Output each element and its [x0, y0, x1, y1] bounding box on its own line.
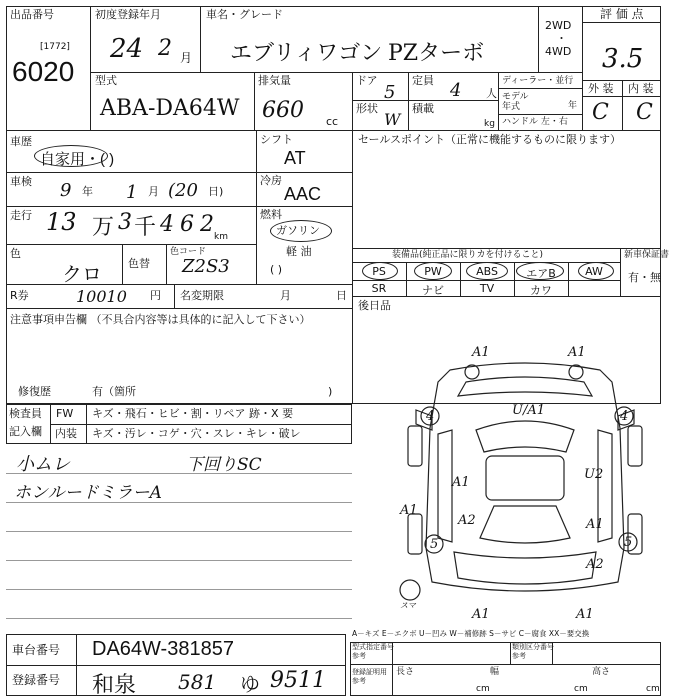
mark-left-rear: A2	[458, 513, 476, 528]
fw-text: キズ・飛石・ヒビ・割・リペア 跡・X 要	[92, 407, 294, 420]
equip-airbag: エアB	[526, 267, 556, 280]
mark-left-side: A1	[400, 503, 418, 518]
color-code: Z2S3	[182, 256, 230, 277]
interior-text: キズ・汚レ・コゲ・穴・スレ・キレ・破レ	[92, 427, 301, 440]
equip-tv: TV	[479, 282, 495, 295]
history-value: 自家用・( )	[40, 151, 115, 168]
mark-tire-fr: 4	[620, 409, 629, 424]
sales-point-label: セールスポイント（正常に機能するものに限ります）	[358, 133, 622, 146]
mark-tire-fl: 4	[426, 409, 435, 424]
warranty-value: 有・無	[628, 271, 661, 284]
model-code: ABA-DA64W	[100, 96, 240, 121]
color-value: クロ	[62, 262, 102, 286]
car-name: エブリィワゴン	[230, 41, 383, 66]
mark-right-rear: A1	[586, 517, 604, 532]
score-label: 評 価 点	[600, 7, 644, 21]
equip-pw: PW	[424, 265, 442, 278]
comment-1: 小ムレ	[16, 454, 70, 475]
reg-year-label: 初度登録年月	[95, 8, 161, 21]
lot-label: 出品番号	[10, 8, 54, 21]
comment-2: 下回りSC	[186, 455, 262, 475]
shape: W	[384, 110, 401, 129]
grade: PZターボ	[388, 41, 485, 66]
lot-number: 6020	[12, 56, 75, 87]
reg-month: 2	[158, 36, 172, 61]
reg-year: 24	[110, 34, 144, 64]
equip-sr: SR	[371, 282, 387, 295]
mark-front-left: A1	[472, 345, 490, 360]
damage-legend: A－キズ E－エクボ U－凹み W－補修跡 S－サビ C－腐食 XX－要交換	[352, 629, 590, 638]
mileage-1: 13	[46, 208, 77, 236]
lot-code: [1772]	[40, 42, 70, 52]
equip-aw: AW	[585, 265, 603, 278]
name-label: 車名・グレード	[206, 8, 283, 21]
mileage-3: 462	[160, 212, 220, 237]
mark-hood: U/A1	[512, 403, 545, 418]
aircon-value: AAC	[284, 184, 322, 204]
chassis-number: DA64W-381857	[92, 638, 234, 660]
plate-region: 和泉	[92, 673, 137, 698]
mark-tire-rl: 5	[430, 537, 439, 552]
equip-abs: ABS	[476, 265, 498, 278]
mark-rear-right: A1	[576, 607, 594, 622]
repair-value: 有（箇所	[92, 385, 136, 398]
capacity: 4	[450, 80, 462, 101]
mark-front-right: A1	[568, 345, 586, 360]
mark-rear-corner: A2	[586, 557, 604, 572]
mark-right-door: U2	[584, 467, 604, 482]
selected-circle	[34, 145, 108, 167]
shaken-year: 9	[60, 180, 72, 201]
recycle-value: 10010	[76, 287, 127, 306]
fuel-gas: ガソリン	[276, 224, 320, 237]
plate-class: 581	[178, 670, 217, 694]
equipment-label: 装備品(純正品に限りカを付けること)	[392, 250, 544, 260]
mark-left-door: A1	[452, 475, 470, 490]
damage-diagram	[380, 338, 670, 630]
displacement: 660	[262, 98, 304, 123]
mark-tire-rr: 5	[624, 535, 633, 550]
auction-sheet: 出品番号 [1772] 6020 初度登録年月 24 2 月 車名・グレード エブリィワゴン PZターボ 2WD ・ 4WD 評 価 点 3.5 外 装 内 装 C C 型式 ABA-DA64W 排気量 660 cc ドア 5 定員 4 人 形状 W 積載 kg ディーラー・並行 モデル 年式 年 ハンドル 左・右 車歴 自家用・( ) 車検 9 年 1 月 (20 日) 走行 13 万 3 千 462 km 色 クロ 色替 色コード Z2S3 シフト AT 冷房 AAC 燃料 ガソリン 軽 油 ( ) R券 10010 円 名変期限 月 日 注意事項申告欄 （不具合内容等は具体的に記入して下さい） 修復歴 有（箇所 ) セールスポイント（正常に機能するものに限ります） 装備品(純正品に限りカを付けること) 新車保証書 有・無 PS PW ABS エアB AW SR ナビ TV カワ 後日品 検査員 記入欄 FW キズ・飛石・ヒビ・割・リペア 跡・X 要 内装 キズ・汚レ・コゲ・穴・スレ・キレ・破レ 小ムレ 下回りSC ホンルードミラーA A1 A1 U/A1 4 4 A1 U2 A1 A2 A1 5 5 A2 A1 A1 スマ A－キズ E－エクボ U－凹み W－補修跡 S－サビ C－腐食 XX－要交換 車台番号 DA64W-381857 登録番号 和泉 581 ゆ 9511 型式指定番号 参考 類別区分番号 参考 登録証明用 参考 長さ 幅 高さ cm cm cm	[0, 0, 700, 700]
notes-label: 注意事項申告欄 （不具合内容等は具体的に記入して下さい）	[10, 313, 311, 326]
interior-grade: C	[636, 100, 653, 125]
mark-rear-left: A1	[472, 607, 490, 622]
plate-kana: ゆ	[240, 672, 260, 696]
equip-ps: PS	[372, 265, 386, 278]
exterior-grade: C	[592, 100, 609, 125]
score: 3.5	[602, 44, 644, 74]
mark-spare: スマ	[400, 601, 416, 610]
doors: 5	[384, 82, 396, 103]
comment-3: ホンルードミラーA	[14, 483, 162, 503]
equip-navi: ナビ	[422, 284, 444, 297]
equip-leather: カワ	[530, 284, 552, 297]
shift-value: AT	[284, 148, 306, 168]
plate-number: 9511	[270, 668, 326, 693]
